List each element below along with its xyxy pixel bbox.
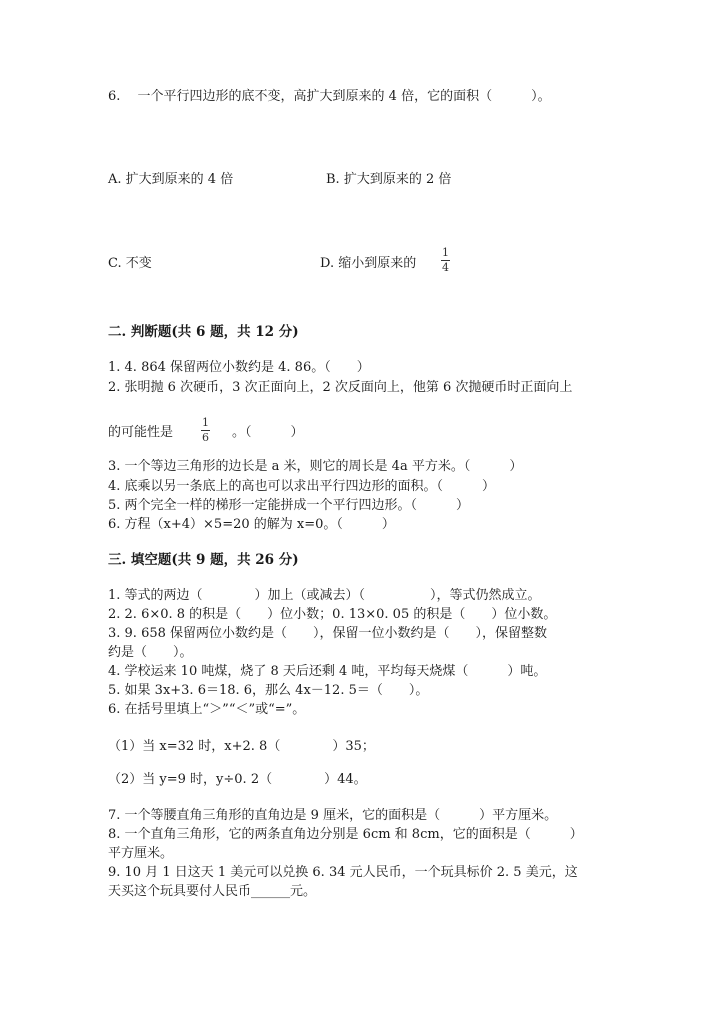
fill-item-3-continuation: 约是（ ）。 [108, 645, 193, 660]
fill-item-7: 7. 一个等腰直角三角形的直角边是 9 厘米，它的面积是（ ）平方厘米。 [108, 808, 558, 823]
fill-item-6: 6. 在括号里填上“＞”“＜”或“=”。 [108, 702, 306, 717]
option-d[interactable]: D. 缩小到原来的 [320, 256, 417, 271]
fill-item-6-sub-1: （1）当 x=32 时，x+2. 8（ ）35； [108, 739, 375, 754]
fraction-numerator: 1 [202, 416, 209, 429]
judge-item-2-answer: 。（ ） [232, 425, 304, 440]
fill-item-9-continuation: 天买这个玩具要付人民币______元。 [108, 884, 317, 899]
fill-item-6-sub-2: （2）当 y=9 时，y÷0. 2（ ）44。 [108, 772, 367, 787]
option-b[interactable]: B. 扩大到原来的 2 倍 [326, 172, 452, 187]
fill-item-1: 1. 等式的两边（ ）加上（或减去）（ ），等式仍然成立。 [108, 588, 541, 603]
question-6-stem: 6. 一个平行四边形的底不变，高扩大到原来的 4 倍，它的面积（ ）。 [108, 89, 551, 104]
fraction-denominator: 6 [202, 431, 209, 444]
fill-item-8: 8. 一个直角三角形，它的两条直角边分别是 6cm 和 8cm，它的面积是（ ） [108, 827, 583, 842]
judge-item-2-continuation: 的可能性是 [108, 425, 174, 440]
option-c[interactable]: C. 不变 [108, 256, 152, 271]
option-a[interactable]: A. 扩大到原来的 4 倍 [108, 172, 234, 187]
fill-item-2: 2. 2. 6×0. 8 的积是（ ）位小数；0. 13×0. 05 的积是（ ）位小数。 [108, 607, 557, 622]
fraction-one-quarter [441, 247, 450, 274]
fill-item-5: 5. 如果 3x+3. 6＝18. 6，那么 4x－12. 5＝（ ）。 [108, 683, 429, 698]
fill-item-3: 3. 9. 658 保留两位小数约是（ ），保留一位小数约是（ ），保留整数 [108, 626, 548, 641]
judge-item-1: 1. 4. 864 保留两位小数约是 4. 86。（ ） [108, 360, 370, 375]
judge-item-2: 2. 张明抛 6 次硬币，3 次正面向上，2 次反面向上，他第 6 次抛硬币时正面向上 [108, 380, 573, 395]
fill-item-9: 9. 10 月 1 日这天 1 美元可以兑换 6. 34 元人民币，一个玩具标价 2. 5 美元，这 [108, 865, 578, 880]
fill-item-4: 4. 学校运来 10 吨煤，烧了 8 天后还剩 4 吨，平均每天烧煤（ ）吨。 [108, 664, 547, 679]
judge-item-3: 3. 一个等边三角形的边长是 a 米，则它的周长是 4a 平方米。（ ） [108, 459, 523, 474]
fill-item-8-continuation: 平方厘米。 [108, 846, 174, 861]
section-2-title: 二. 判断题(共 6 题，共 12 分) [108, 324, 299, 340]
section-3-title: 三. 填空题(共 9 题，共 26 分) [108, 552, 299, 568]
judge-item-5: 5. 两个完全一样的梯形一定能拼成一个平行四边形。（ ） [108, 498, 470, 513]
fraction-one-sixth [201, 417, 210, 444]
fraction-numerator: 1 [442, 246, 449, 259]
judge-item-4: 4. 底乘以另一条底上的高也可以求出平行四边形的面积。（ ） [108, 479, 496, 494]
fraction-denominator: 4 [442, 261, 449, 274]
judge-item-6: 6. 方程（x+4）×5=20 的解为 x=0。（ ） [108, 517, 395, 532]
